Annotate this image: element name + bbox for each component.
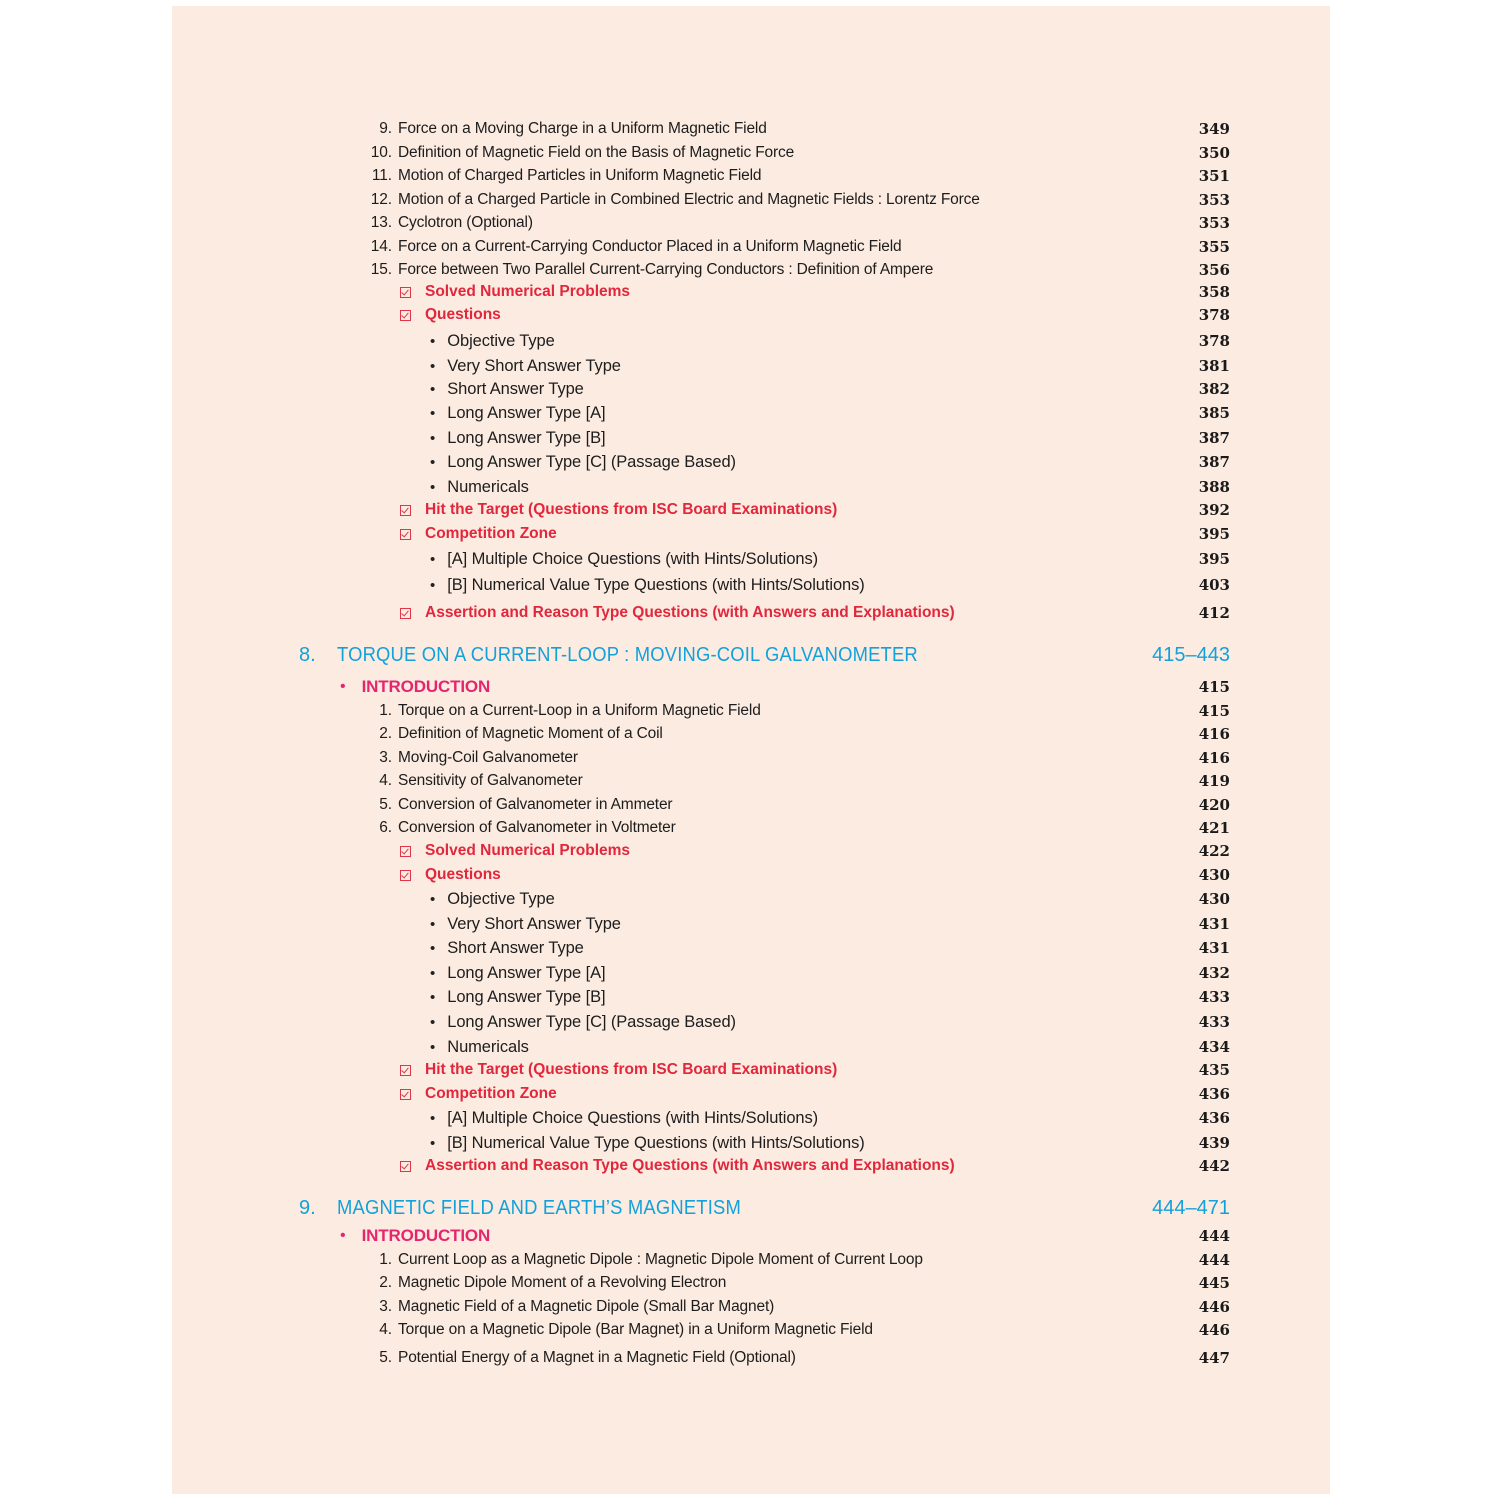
page-number: 387 — [1198, 453, 1230, 471]
toc-entry-title: Hit the Target (Questions from ISC Board Examinations) — [425, 1061, 838, 1078]
toc-entry-title: Motion of Charged Particles in Uniform Magnetic Field — [398, 167, 762, 184]
toc-item-number: 13. — [370, 214, 392, 231]
toc-entry-title: Competition Zone — [425, 525, 557, 542]
toc-bul-row[interactable] — [172, 573, 1330, 597]
bullet-icon: • — [430, 429, 436, 447]
toc-bul-row[interactable] — [172, 912, 1330, 936]
page-number: 378 — [1198, 306, 1230, 324]
toc-entry-title: Very Short Answer Type — [447, 356, 621, 375]
page-number: 388 — [1198, 478, 1230, 496]
page-number: 382 — [1198, 380, 1230, 398]
toc-item-number: 1. — [379, 1251, 392, 1268]
page-number: 432 — [1198, 964, 1230, 982]
page-number: 395 — [1198, 525, 1230, 543]
bullet-icon: • — [430, 890, 436, 908]
chapter-number: 9. — [299, 1196, 316, 1219]
toc-item-number: 4. — [379, 1321, 392, 1338]
toc-sub-row[interactable] — [172, 601, 1330, 625]
toc-entry-title: INTRODUCTION — [361, 1226, 491, 1245]
bullet-icon: • — [430, 357, 436, 375]
checkbox-icon — [400, 310, 411, 321]
page-number: 355 — [1198, 238, 1230, 256]
bullet-icon: • — [430, 988, 436, 1006]
toc-item-row[interactable] — [172, 211, 1330, 235]
page-number: 430 — [1198, 866, 1230, 884]
toc-chap-row[interactable] — [172, 640, 1330, 670]
toc-entry-title: Numericals — [447, 1037, 529, 1056]
bullet-icon: • — [340, 1227, 346, 1244]
chapter-number: 8. — [299, 643, 316, 666]
page-number: 403 — [1198, 576, 1230, 594]
toc-item-row[interactable] — [172, 1346, 1330, 1370]
toc-entry-title: Competition Zone — [425, 1085, 557, 1102]
toc-chap-row[interactable] — [172, 1193, 1330, 1223]
page-number: 350 — [1198, 144, 1230, 162]
toc-item-number: 4. — [379, 772, 392, 789]
table-of-contents — [172, 6, 1330, 1494]
page-number: 420 — [1198, 796, 1230, 814]
toc-entry-title: INTRODUCTION — [361, 677, 491, 696]
page-number: 358 — [1198, 283, 1230, 301]
page-number: 436 — [1198, 1109, 1230, 1127]
page-number: 421 — [1198, 819, 1230, 837]
toc-entry-title: Current Loop as a Magnetic Dipole : Magnetic Dipole Moment of Current Loop — [398, 1251, 923, 1268]
toc-bul-row[interactable] — [172, 961, 1330, 985]
bullet-icon: • — [430, 332, 436, 350]
toc-entry-title: Solved Numerical Problems — [425, 842, 631, 859]
toc-sub-row[interactable] — [172, 522, 1330, 546]
toc-entry-title: Numericals — [447, 477, 529, 496]
toc-item-number: 2. — [379, 725, 392, 742]
toc-entry-title: Long Answer Type [C] (Passage Based) — [447, 452, 736, 471]
toc-item-row[interactable] — [172, 1248, 1330, 1272]
bullet-icon: • — [430, 550, 436, 568]
toc-bul-row[interactable] — [172, 354, 1330, 378]
toc-item-number: 12. — [370, 191, 392, 208]
page-number: 419 — [1198, 772, 1230, 790]
toc-bul-row[interactable] — [172, 377, 1330, 401]
bullet-icon: • — [430, 404, 436, 422]
page-number: 446 — [1198, 1298, 1230, 1316]
toc-entry-title: Sensitivity of Galvanometer — [398, 772, 583, 789]
toc-bul-row[interactable] — [172, 547, 1330, 571]
toc-entry-title: Objective Type — [447, 889, 555, 908]
toc-sub-row[interactable] — [172, 839, 1330, 863]
page-number: 416 — [1198, 749, 1230, 767]
toc-entry-title: Conversion of Galvanometer in Ammeter — [398, 796, 673, 813]
toc-intro-row[interactable] — [172, 1224, 1330, 1248]
toc-item-row[interactable] — [172, 188, 1330, 212]
toc-entry-title: Moving-Coil Galvanometer — [398, 749, 578, 766]
toc-sub-row[interactable] — [172, 498, 1330, 522]
toc-item-number: 3. — [379, 1298, 392, 1315]
toc-entry-title: Cyclotron (Optional) — [398, 214, 533, 231]
page-number: 430 — [1198, 890, 1230, 908]
toc-entry-title: [B] Numerical Value Type Questions (with Hints/Solutions) — [447, 1133, 865, 1152]
toc-sub-row[interactable] — [172, 863, 1330, 887]
page-number: 447 — [1198, 1349, 1230, 1367]
toc-item-number: 5. — [379, 1349, 392, 1366]
toc-entry-title: Long Answer Type [A] — [447, 403, 606, 422]
toc-entry-title: Very Short Answer Type — [447, 914, 621, 933]
bullet-icon: • — [430, 915, 436, 933]
toc-bul-row[interactable] — [172, 1131, 1330, 1155]
page-number: 353 — [1198, 191, 1230, 209]
toc-item-number: 14. — [370, 238, 392, 255]
toc-entry-title: Definition of Magnetic Moment of a Coil — [398, 725, 663, 742]
bullet-icon: • — [430, 1109, 436, 1127]
toc-entry-title: Torque on a Magnetic Dipole (Bar Magnet) in a Uniform Magnetic Field — [398, 1321, 873, 1338]
toc-entry-title: Long Answer Type [C] (Passage Based) — [447, 1012, 736, 1031]
toc-entry-title: Hit the Target (Questions from ISC Board Examinations) — [425, 501, 838, 518]
checkbox-icon — [400, 529, 411, 540]
bullet-icon: • — [340, 678, 346, 695]
toc-item-row[interactable] — [172, 722, 1330, 746]
toc-bul-row[interactable] — [172, 426, 1330, 450]
page-number: 381 — [1198, 357, 1230, 375]
toc-entry-title: Questions — [425, 866, 501, 883]
toc-item-number: 15. — [370, 261, 392, 278]
toc-intro-row[interactable] — [172, 675, 1330, 699]
page-number: 431 — [1198, 915, 1230, 933]
toc-item-number: 10. — [370, 144, 392, 161]
toc-entry-title: Long Answer Type [A] — [447, 963, 606, 982]
checkbox-icon — [400, 287, 411, 298]
toc-item-row[interactable] — [172, 164, 1330, 188]
bullet-icon: • — [430, 453, 436, 471]
toc-item-row[interactable] — [172, 746, 1330, 770]
toc-entry-title: Potential Energy of a Magnet in a Magnetic Field (Optional) — [398, 1349, 796, 1366]
page-number: 392 — [1198, 501, 1230, 519]
page-number: 395 — [1198, 550, 1230, 568]
toc-entry-title: Assertion and Reason Type Questions (with Answers and Explanations) — [425, 1157, 955, 1174]
toc-item-number: 11. — [371, 167, 392, 184]
toc-entry-title: Conversion of Galvanometer in Voltmeter — [398, 819, 676, 836]
page-number: 444 — [1198, 1227, 1230, 1245]
toc-bul-row[interactable] — [172, 985, 1330, 1009]
checkbox-icon — [400, 870, 411, 881]
toc-bul-row[interactable] — [172, 1035, 1330, 1059]
toc-entry-title: [B] Numerical Value Type Questions (with Hints/Solutions) — [447, 575, 865, 594]
toc-bul-row[interactable] — [172, 1106, 1330, 1130]
checkbox-icon — [400, 1161, 411, 1172]
page-number: 435 — [1198, 1061, 1230, 1079]
toc-item-number: 9. — [379, 120, 392, 137]
toc-sub-row[interactable] — [172, 303, 1330, 327]
toc-entry-title: Questions — [425, 306, 501, 323]
toc-sub-row[interactable] — [172, 1058, 1330, 1082]
toc-entry-title: Short Answer Type — [447, 379, 584, 398]
checkbox-icon — [400, 1089, 411, 1100]
toc-sub-row[interactable] — [172, 280, 1330, 304]
toc-bul-row[interactable] — [172, 887, 1330, 911]
page-number: 433 — [1198, 1013, 1230, 1031]
page-number: 387 — [1198, 429, 1230, 447]
bullet-icon: • — [430, 964, 436, 982]
page-number: 446 — [1198, 1321, 1230, 1339]
toc-item-row[interactable] — [172, 816, 1330, 840]
bullet-icon: • — [430, 380, 436, 398]
page-number: 444 — [1198, 1251, 1230, 1269]
page-number: 436 — [1198, 1085, 1230, 1103]
toc-entry-title: Objective Type — [447, 331, 555, 350]
page-number: 353 — [1198, 214, 1230, 232]
page-number: 415 — [1198, 702, 1230, 720]
toc-bul-row[interactable] — [172, 936, 1330, 960]
checkbox-icon — [400, 1065, 411, 1076]
toc-item-number: 2. — [379, 1274, 392, 1291]
toc-item-row[interactable] — [172, 235, 1330, 259]
bullet-icon: • — [430, 1013, 436, 1031]
chapter-page-range: 415–443 — [1152, 643, 1230, 666]
toc-bul-row[interactable] — [172, 401, 1330, 425]
toc-entry-title: Short Answer Type — [447, 938, 584, 957]
toc-page — [172, 6, 1330, 1494]
page-number: 351 — [1198, 167, 1230, 185]
page-number: 439 — [1198, 1134, 1230, 1152]
toc-entry-title: Definition of Magnetic Field on the Basis of Magnetic Force — [398, 144, 795, 161]
toc-item-number: 6. — [379, 819, 392, 836]
toc-bul-row[interactable] — [172, 329, 1330, 353]
toc-entry-title: Long Answer Type [B] — [447, 428, 606, 447]
toc-bul-row[interactable] — [172, 1010, 1330, 1034]
toc-entry-title: Solved Numerical Problems — [425, 283, 631, 300]
page-number: 378 — [1198, 332, 1230, 350]
page-number: 442 — [1198, 1157, 1230, 1175]
toc-item-row[interactable] — [172, 1295, 1330, 1319]
toc-item-row[interactable] — [172, 141, 1330, 165]
bullet-icon: • — [430, 1038, 436, 1056]
toc-entry-title: Motion of a Charged Particle in Combined Electric and Magnetic Fields : Lorentz Force — [398, 191, 980, 208]
toc-entry-title: Magnetic Dipole Moment of a Revolving Electron — [398, 1274, 727, 1291]
page-number: 415 — [1198, 678, 1230, 696]
page-number: 356 — [1198, 261, 1230, 279]
checkbox-icon — [400, 846, 411, 857]
bullet-icon: • — [430, 478, 436, 496]
toc-entry-title: Magnetic Field of a Magnetic Dipole (Small Bar Magnet) — [398, 1298, 775, 1315]
toc-item-row[interactable] — [172, 793, 1330, 817]
page-number: 431 — [1198, 939, 1230, 957]
toc-entry-title: Torque on a Current-Loop in a Uniform Magnetic Field — [398, 702, 761, 719]
toc-sub-row[interactable] — [172, 1154, 1330, 1178]
toc-item-row[interactable] — [172, 1271, 1330, 1295]
chapter-page-range: 444–471 — [1152, 1196, 1230, 1219]
toc-entry-title: Assertion and Reason Type Questions (with Answers and Explanations) — [425, 604, 955, 621]
toc-item-row[interactable] — [172, 1318, 1330, 1342]
bullet-icon: • — [430, 1134, 436, 1152]
toc-item-number: 1. — [379, 702, 392, 719]
page-number: 445 — [1198, 1274, 1230, 1292]
toc-item-row[interactable] — [172, 769, 1330, 793]
toc-item-row[interactable] — [172, 258, 1330, 282]
toc-item-number: 5. — [379, 796, 392, 813]
toc-entry-title: Long Answer Type [B] — [447, 987, 606, 1006]
toc-item-number: 3. — [379, 749, 392, 766]
page-number: 433 — [1198, 988, 1230, 1006]
page-number: 434 — [1198, 1038, 1230, 1056]
toc-item-row[interactable] — [172, 117, 1330, 141]
page-number: 422 — [1198, 842, 1230, 860]
bullet-icon: • — [430, 576, 436, 594]
toc-bul-row[interactable] — [172, 475, 1330, 499]
toc-entry-title: [A] Multiple Choice Questions (with Hints/Solutions) — [447, 1108, 819, 1127]
page-number: 349 — [1198, 120, 1230, 138]
chapter-title: TORQUE ON A CURRENT-LOOP : MOVING-COIL GALVANOMETER — [337, 643, 918, 666]
toc-entry-title: Force on a Current-Carrying Conductor Placed in a Uniform Magnetic Field — [398, 238, 902, 255]
bullet-icon: • — [430, 939, 436, 957]
toc-entry-title: Force on a Moving Charge in a Uniform Magnetic Field — [398, 120, 767, 137]
toc-entry-title: [A] Multiple Choice Questions (with Hints/Solutions) — [447, 549, 819, 568]
page-number: 412 — [1198, 604, 1230, 622]
page-number: 385 — [1198, 404, 1230, 422]
toc-bul-row[interactable] — [172, 450, 1330, 474]
chapter-title: MAGNETIC FIELD AND EARTH’S MAGNETISM — [337, 1196, 741, 1219]
page-number: 416 — [1198, 725, 1230, 743]
toc-item-row[interactable] — [172, 699, 1330, 723]
toc-sub-row[interactable] — [172, 1082, 1330, 1106]
checkbox-icon — [400, 505, 411, 516]
checkbox-icon — [400, 608, 411, 619]
toc-entry-title: Force between Two Parallel Current-Carrying Conductors : Definition of Ampere — [398, 261, 934, 278]
